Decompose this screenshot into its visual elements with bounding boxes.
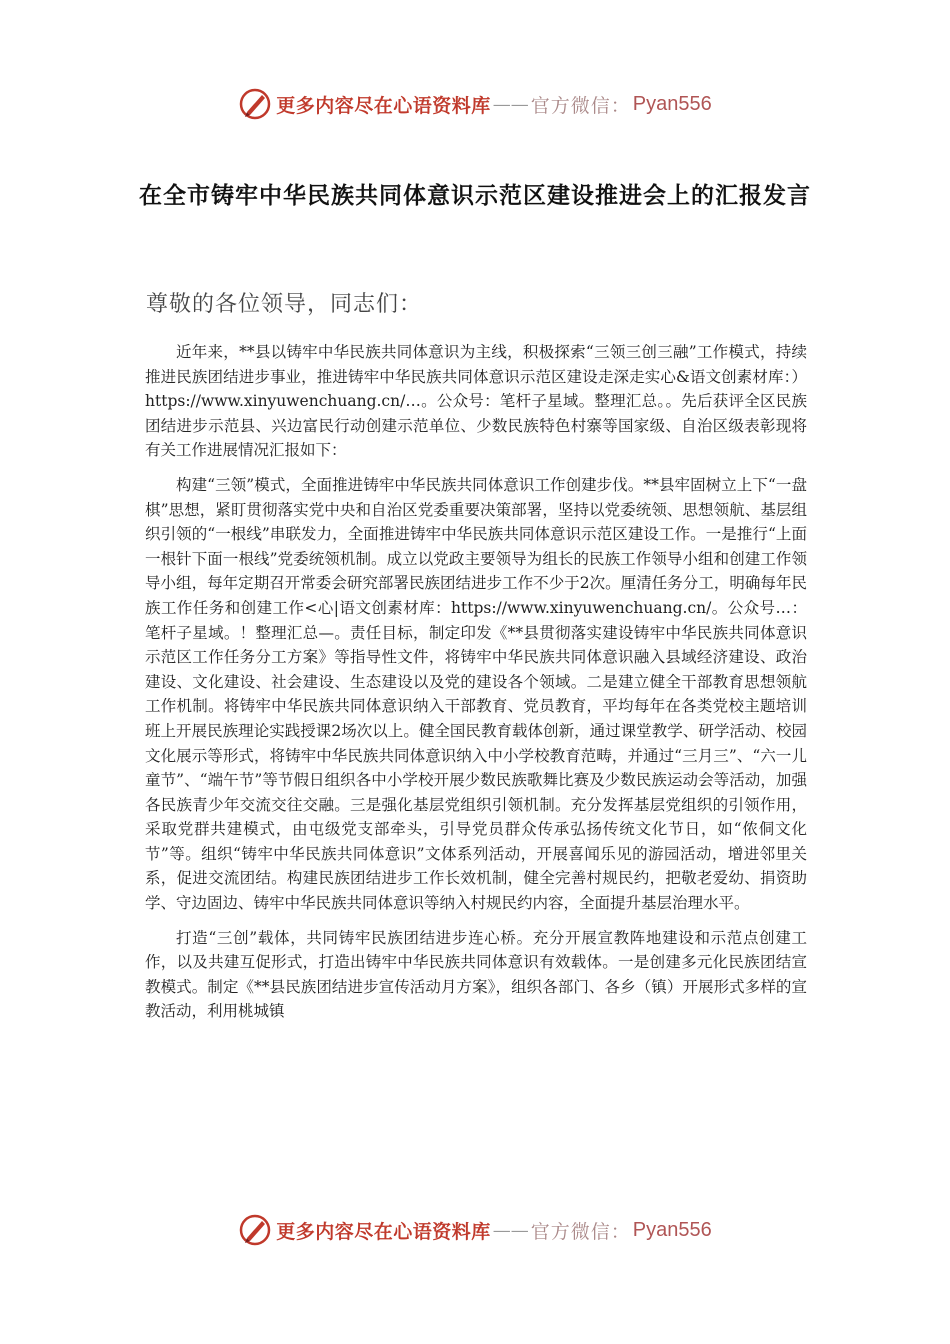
document-body bbox=[145, 340, 807, 1034]
banner-wechat-id: Pyan556 bbox=[632, 92, 712, 115]
banner-separator: —— bbox=[492, 93, 529, 115]
salutation: 尊敬的各位领导，同志们： bbox=[146, 292, 423, 317]
banner-separator: —— bbox=[492, 1219, 529, 1241]
document-title: 在全市铸牢中华民族共同体意识示范区建设推进会上的汇报发言 bbox=[139, 183, 811, 209]
banner-wechat-id: Pyan556 bbox=[632, 1218, 712, 1241]
footer-banner bbox=[0, 1210, 950, 1250]
paragraph-three-creates: 打造“三创”载体，共同铸牢民族团结进步连心桥。充分开展宣教阵地建设和示范点创建工作，以及共建互促形式，打造出铸牢中华民族共同体意识有效载体。一是创建多元化民族团结宣教模式。制定《**县民族团结进步宣传活动月方案》，组织各部门、各乡（镇）开展形式多样的宣教活动，利用桃城镇 bbox=[145, 928, 807, 1021]
banner-wechat-label: 官方微信： bbox=[530, 94, 631, 117]
banner-wechat-label: 官方微信： bbox=[530, 1220, 631, 1243]
header-banner bbox=[0, 84, 950, 124]
pen-logo-icon bbox=[238, 87, 272, 121]
paragraph-intro: 近年来，**县以铸牢中华民族共同体意识为主线，积极探索“三领三创三融”工作模式，持续推进民族团结进步事业，推进铸牢中华民族共同体意识示范区建设走深走实心&语文创素材库：）https://www.xinyuwenchuang.cn/…。公众号：笔杆子星域。整理汇总。。先后获评全区民族团结进步示范县、兴边富民行动创建示范单位、少数民族特色村寨等国家级、自治区级表彰现将有关工作进展情况汇报如下： bbox=[145, 343, 807, 460]
banner-main-text: 更多内容尽在心语资料库 bbox=[276, 94, 491, 117]
banner-main-text: 更多内容尽在心语资料库 bbox=[276, 1220, 491, 1243]
paragraph-three-leads: 构建“三领”模式，全面推进铸牢中华民族共同体意识工作创建步伐。**县牢固树立上下“一盘棋”思想，紧盯贯彻落实党中央和自治区党委重要决策部署，坚持以党委统领、思想领航、基层组织引领的“一根线”串联发力，全面推进铸牢中华民族共同体意识示范区建设工作。一是推行“上面一根针下面一根线”党委统领机制。成立以党政主要领导为组长的民族工作领导小组和创建工作领导小组，每年定期召开常委会研究部署民族团结进步工作不少于2次。厘清任务分工，明确每年民族工作任务和创建工作<心|语文创素材库：https://www.xinyuwenchuang.cn/。公众号…：笔杆子星域。！整理汇总—。责任目标，制定印发《**县贯彻落实建设铸牢中华民族共同体意识示范区工作任务分工方案》等指导性文件，将铸牢中华民族共同体意识融入县域经济建设、政治建设、文化建设、社会建设、生态建设以及党的建设各个领域。二是建立健全干部教育思想领航工作机制。将铸牢中华民族共同体意识纳入干部教育、党员教育，平均每年在各类党校主题培训班上开展民族理论实践授课2场次以上。健全国民教育载体创新，通过课堂教学、研学活动、校园文化展示等形式，将铸牢中华民族共同体意识纳入中小学校教育范畴，并通过“三月三”、“六一儿童节”、“端午节”等节假日组织各中小学校开展少数民族歌舞比赛及少数民族运动会等活动，加强各民族青少年交流交往交融。三是强化基层党组织引领机制。充分发挥基层党组织的引领作用，采取党群共建模式，由屯级党支部牵头，引导党员群众传承弘扬传统文化节日，如“侬侗文化节”等。组织“铸牢中华民族共同体意识”文体系列活动，开展喜闻乐见的游园活动，增进邻里关系，促进交流团结。构建民族团结进步工作长效机制，健全完善村规民约，把敬老爱幼、捐资助学、守边固边、铸牢中华民族共同体意识等纳入村规民约内容，全面提升基层治理水平。 bbox=[145, 475, 807, 913]
pen-logo-icon bbox=[238, 1213, 272, 1247]
